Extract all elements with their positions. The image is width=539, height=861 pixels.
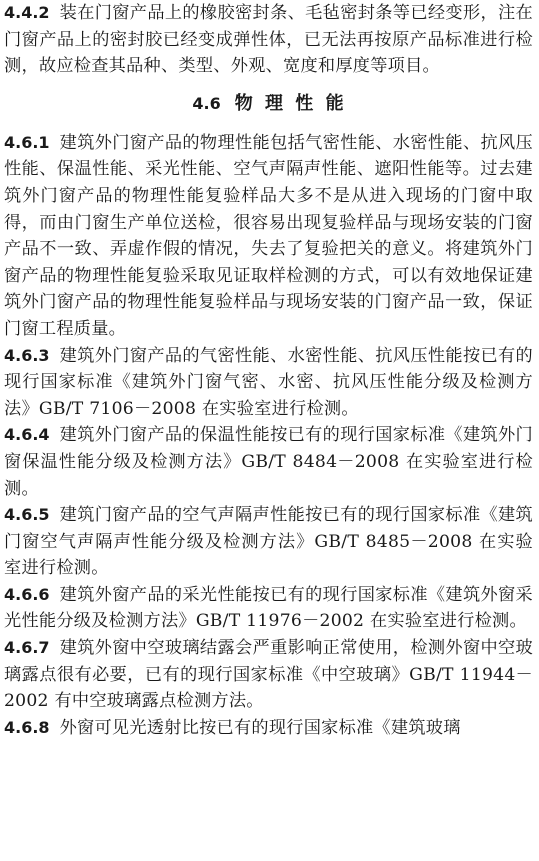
section-title: 物 理 性 能 xyxy=(234,92,347,114)
clause-4-6-3 xyxy=(0,343,539,423)
clause-4-6-6 xyxy=(0,582,539,635)
clause-number: 4.6.6 xyxy=(4,584,50,604)
clause-text: 建筑外门窗产品的物理性能包括气密性能、水密性能、抗风压性能、保温性能、采光性能、空气声隔声性能、遮阳性能等。过去建筑外门窗产品的物理性能复验样品大多不是从进入现场的门窗中取得，而由门窗生产单位送检，很容易出现复验样品与现场安装的门窗产品不一致、弄虚作假的情况，失去了复验把关的意义。将建筑外门窗产品的物理性能复验采取见证取样检测的方式，可以有效地保证建筑外门窗产品的物理性能复验样品与现场安装的门窗产品一致，保证门窗工程质量。 xyxy=(4,132,533,339)
clause-text: 外窗可见光透射比按已有的现行国家标准《建筑玻璃 xyxy=(59,717,461,738)
clause-number: 4.6.5 xyxy=(4,505,50,525)
clause-number: 4.4.2 xyxy=(4,3,50,22)
clause-text: 装在门窗产品上的橡胶密封条、毛毡密封条等已经变形，注在门窗产品上的密封胶已经变成弹性体，已无法再按原产品标准进行检测，故应检查其品种、类型、外观、宽度和厚度等项目。 xyxy=(4,3,533,77)
clause-4-6-4 xyxy=(0,422,539,502)
clause-4-6-8 xyxy=(0,715,539,742)
clause-number: 4.6.4 xyxy=(4,425,50,445)
clause-number: 4.6.8 xyxy=(4,717,50,737)
clause-text: 建筑门窗产品的空气声隔声性能按已有的现行国家标准《建筑门窗空气声隔声性能分级及检测方法》GB/T 8485－2008 在实验室进行检测。 xyxy=(4,505,533,579)
clause-4-6-1 xyxy=(0,130,539,343)
clause-text: 建筑外门窗产品的保温性能按已有的现行国家标准《建筑外门窗保温性能分级及检测方法》GB/T 8484－2008 在实验室进行检测。 xyxy=(4,425,533,499)
clause-text: 建筑外窗中空玻璃结露会严重影响正常使用，检测外窗中空玻璃露点很有必要，已有的现行国家标准《中空玻璃》GB/T 11944－2002 有中空玻璃露点检测方法。 xyxy=(4,638,533,712)
clause-number: 4.6.1 xyxy=(4,132,50,152)
clause-text: 建筑外门窗产品的气密性能、水密性能、抗风压性能按已有的现行国家标准《建筑外门窗气密、水密、抗风压性能分级及检测方法》GB/T 7106－2008 在实验室进行检测。 xyxy=(4,345,533,419)
clause-number: 4.6.7 xyxy=(4,638,50,658)
clause-4-4-2 xyxy=(0,0,539,80)
clause-number: 4.6.3 xyxy=(4,345,50,365)
section-number: 4.6 xyxy=(192,93,221,113)
section-heading xyxy=(0,90,539,118)
clause-text: 建筑外窗产品的采光性能按已有的现行国家标准《建筑外窗采光性能分级及检测方法》GB/T 11976－2002 在实验室进行检测。 xyxy=(4,584,533,632)
clause-4-6-5 xyxy=(0,502,539,582)
clause-4-6-7 xyxy=(0,635,539,715)
